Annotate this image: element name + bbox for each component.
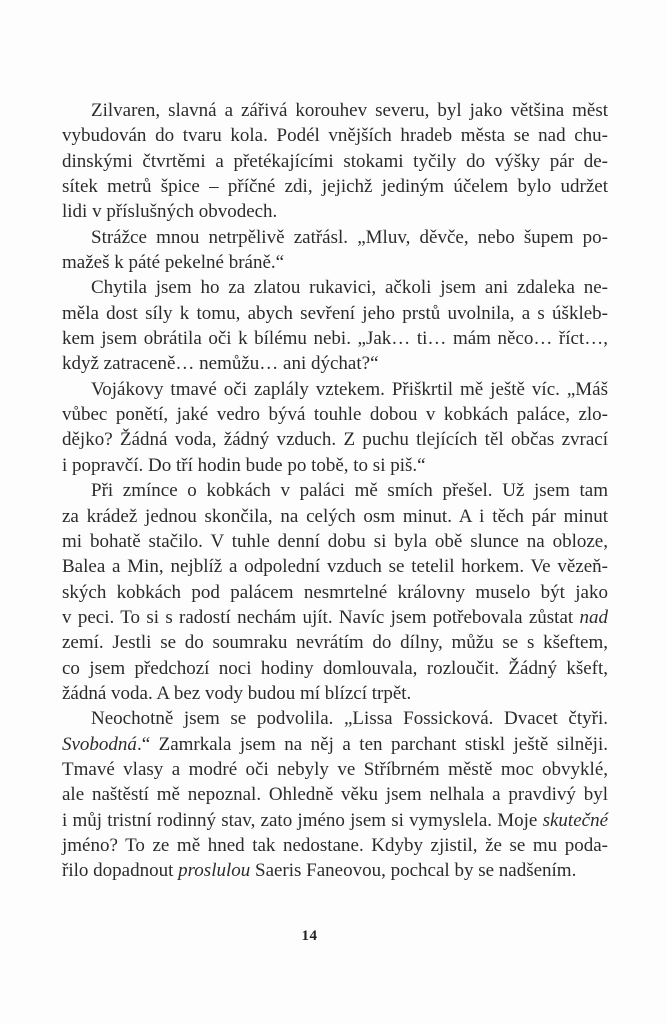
text-line: dinskými čtvrtěmi a přetékajícími stokami tyčily do výšky pár de- [62, 150, 608, 172]
text-line: ale naštěstí mě nepoznal. Ohledně věku jsem nelhala a pravdivý byl [62, 784, 608, 806]
text-line: dějko? Žádná voda, žádný vzduch. Z puchu tlejících těl občas zvrací [62, 429, 608, 451]
text-line: Vojákovy tmavé oči zaplály vztekem. Přiškrtil mě ještě víc. „Máš [91, 378, 608, 400]
paragraph [62, 478, 608, 706]
text-line: zemí. Jestli se do soumraku nevrátím do dílny, můžu se s kšeftem, [62, 632, 608, 654]
text-line: Zilvaren, slavná a zářivá korouhev severu, byl jako většina měst [91, 100, 608, 121]
text-line: jméno? To ze mě hned tak nedostane. Kdyby zjistil, že se mu poda- [62, 834, 608, 856]
paragraph [62, 275, 608, 376]
text-line: kem jsem obrátila oči k bílému nebi. „Jak… ti… mám něco… říct…, [62, 328, 608, 350]
text-line: v peci. To si s radostí nechám ujít. Navíc jsem potřebovala zůstat nad [62, 606, 608, 628]
text-line: co jsem předchozí noci hodiny domlouvala, rozloučit. Žádný kšeft, [62, 657, 608, 679]
text-line: žádná voda. A bez vody budou mí blízcí trpět. [62, 682, 412, 704]
text-line: Balea a Min, nejblíž a odpolední vzduch se tetelil horkem. Ve vězeň- [62, 556, 608, 578]
text-line: Neochotně jsem se podvolila. „Lissa Fossicková. Dvacet čtyři. [91, 708, 608, 730]
text-line: lidi v příslušných obvodech. [62, 201, 278, 223]
paragraph [62, 225, 608, 276]
text-line: Při zmínce o kobkách v paláci mě smích přešel. Už jsem tam [91, 480, 608, 502]
text-line: sítek metrů špice – příčné zdi, jejichž jediným účelem bylo udržet [62, 176, 608, 198]
paragraph [62, 706, 608, 883]
text-line: vybudován do tvaru kola. Podél vnějších hradeb města se nad chu- [62, 125, 608, 147]
paragraph [62, 377, 608, 478]
text-line: ských kobkách pod palácem nesmrtelné královny muselo být jako [62, 581, 608, 603]
text-line: za krádež jednou skončila, na celých osm minut. A i těch pár minut [62, 505, 608, 527]
text-line: když zatraceně… nemůžu… ani dýchat?“ [62, 353, 379, 375]
text-line: vůbec ponětí, jaké vedro bývá touhle dobou v kobkách paláce, zlo- [62, 404, 608, 426]
text-line: Svobodná.“ Zamrkala jsem na něj a ten parchant stiskl ještě silněji. [62, 733, 608, 755]
text-line: Tmavé vlasy a modré oči nebyly ve Stříbrném městě moc obvyklé, [62, 758, 608, 780]
text-line: Chytila jsem ho za zlatou rukavici, ačkoli jsem ani zdaleka ne- [91, 277, 608, 299]
text-line: Strážce mnou netrpělivě zatřásl. „Mluv, děvče, nebo šupem po- [91, 226, 608, 248]
text-line: řilo dopadnout proslulou Saeris Faneovou, pochcal by se nadšením. [62, 860, 577, 882]
page-text [62, 98, 608, 884]
text-line: mažeš k páté pekelné bráně.“ [62, 252, 285, 274]
text-line: mi bohatě stačilo. V tuhle denní dobu si byla obě slunce na obloze, [62, 530, 608, 552]
text-line: i můj tristní rodinný stav, zato jméno jsem si vymyslela. Moje skutečné [62, 809, 608, 831]
text-line: měla dost síly k tomu, abych sevření jeho prstů uvolnila, a s úškleb- [62, 302, 608, 324]
text-line: i popravčí. Do tří hodin bude po tobě, to si piš.“ [62, 454, 426, 476]
page-number: 14 [301, 928, 318, 944]
paragraph [62, 98, 608, 225]
